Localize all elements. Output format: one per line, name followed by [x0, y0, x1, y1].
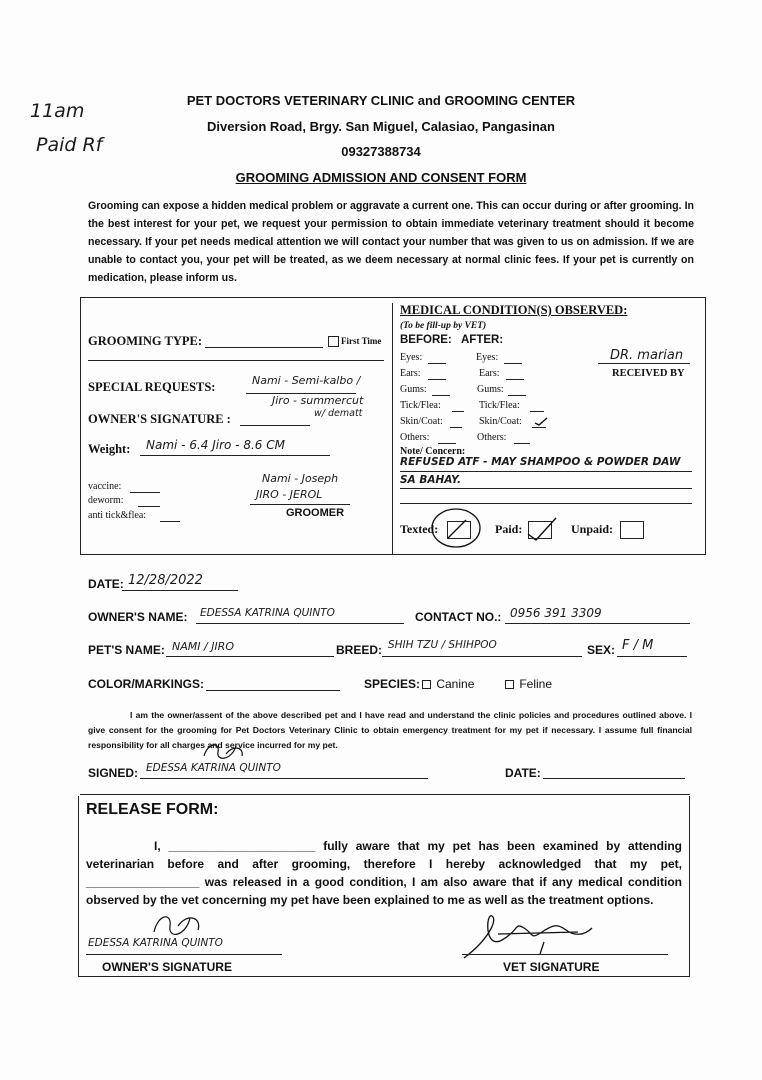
special-requests-value-1: Nami - Semi-kalbo / — [252, 374, 361, 387]
groomer-value-1: Nami - Joseph — [262, 472, 339, 485]
before-eyes-line — [428, 363, 446, 364]
clinic-phone: 09327388734 — [341, 144, 421, 159]
canine-label: Canine — [436, 677, 475, 691]
deworm-label: deworm: — [88, 495, 124, 506]
pet-name-line — [166, 656, 334, 657]
after-tickflea-line — [530, 411, 544, 412]
after-skincoat-label: Skin/Coat: — [479, 416, 522, 427]
groomer-label: GROOMER — [286, 507, 345, 519]
after-others-label: Others: — [477, 432, 507, 443]
note-line-2 — [400, 488, 692, 489]
clinic-name: PET DOCTORS VETERINARY CLINIC and GROOMING CENTER — [186, 93, 576, 108]
after-gums-line — [508, 395, 526, 396]
margin-note-paid: Paid Rf — [36, 134, 103, 156]
owner-signature-label: OWNER'S SIGNATURE : — [88, 412, 231, 426]
first-time-label: First Time — [341, 336, 382, 346]
margin-note-time: 11am — [30, 100, 85, 122]
feline-option[interactable] — [505, 677, 552, 691]
species-label: SPECIES: — [364, 677, 421, 691]
breed-line — [382, 656, 582, 657]
feline-label: Feline — [519, 677, 553, 691]
received-by-label: RECEIVED BY — [612, 368, 685, 379]
release-owner-sig-value: EDESSA KATRINA QUINTO — [88, 937, 223, 949]
before-tickflea-label: Tick/Flea: — [400, 400, 441, 411]
special-requests-value-2: Jiro - summercut — [272, 394, 364, 407]
note-line-3 — [400, 503, 692, 504]
before-gums-label: Gums: — [400, 384, 427, 395]
contact-value: 0956 391 3309 — [510, 606, 602, 620]
medical-title: MEDICAL CONDITION(S) OBSERVED: — [400, 303, 628, 317]
after-gums-label: Gums: — [477, 384, 504, 395]
unpaid-checkbox[interactable] — [620, 521, 644, 539]
weight-line — [140, 455, 330, 456]
signed-label: SIGNED: — [88, 766, 139, 780]
special-requests-value-3: w/ dematt — [314, 408, 363, 419]
after-ears-line — [506, 379, 524, 380]
received-by-value: DR. marian — [610, 348, 684, 363]
vet-signature-icon — [458, 910, 622, 966]
vet-sig-line — [462, 954, 668, 955]
special-requests-label: SPECIAL REQUESTS: — [88, 380, 216, 394]
unpaid-label: Unpaid: — [571, 522, 614, 536]
antitick-line — [160, 521, 180, 522]
antitick-label: anti tick&flea: — [88, 510, 147, 521]
grooming-type-line-2 — [88, 360, 384, 361]
breed-label: BREED: — [336, 643, 383, 657]
signed-line — [140, 778, 428, 779]
before-others-line — [438, 443, 456, 444]
skincoat-check-icon — [534, 416, 548, 426]
canine-checkbox[interactable] — [422, 680, 431, 689]
consent-divider — [80, 794, 690, 795]
weight-label: Weight: — [88, 442, 131, 456]
owner-name-label: OWNER'S NAME: — [88, 610, 188, 624]
received-by-line — [598, 363, 690, 364]
sex-value: F / M — [622, 638, 654, 653]
owner-name-value: EDESSA KATRINA QUINTO — [200, 607, 335, 619]
paid-check-icon — [524, 514, 560, 542]
contact-line — [505, 623, 690, 624]
after-others-line — [514, 443, 530, 444]
intro-paragraph: Grooming can expose a hidden medical problem or aggravate a current one. This can occur during or after grooming. In the best interest for your pet, we request your permission to obtain immediate veterinary treatment should it become necessary. If your pet needs medical attention we will contact your number that was given to us on admission. If we are unable to contact you, your pet will be treated, as we deem necessary at normal clinic fees. If your pet is currently on medication, please inform us. — [88, 200, 694, 284]
texted-circle-icon — [428, 506, 486, 550]
grooming-type-line — [205, 347, 323, 348]
contact-label: CONTACT NO.: — [415, 610, 502, 624]
first-time-checkbox[interactable] — [328, 336, 339, 347]
before-label: BEFORE: — [400, 334, 452, 346]
box-divider — [392, 303, 393, 554]
after-tickflea-label: Tick/Flea: — [479, 400, 520, 411]
after-eyes-line — [504, 363, 522, 364]
form-title-text: GROOMING ADMISSION AND CONSENT FORM — [235, 170, 527, 185]
weight-value: Nami - 6.4 Jiro - 8.6 CM — [146, 438, 285, 452]
vaccine-line — [130, 492, 160, 493]
note-value-1: REFUSED ATF - MAY SHAMPOO & POWDER DAW — [400, 456, 681, 468]
paid-label: Paid: — [495, 522, 523, 536]
release-paragraph: I, ______________________ fully aware that my pet has been examined by attending veterinarian before and after grooming, therefore I hereby acknowledged that my pet, _________________ was released in a good condition, I am also aware that if any medical condition observed by the vet concerning my pet have been explained to me as well as the treatment options. — [86, 839, 682, 907]
owner-signature-line — [240, 425, 310, 426]
after-skincoat-line — [532, 427, 546, 428]
sex-line — [617, 656, 687, 657]
before-skincoat-label: Skin/Coat: — [400, 416, 443, 427]
pet-name-label: PET'S NAME: — [88, 643, 165, 657]
canine-option[interactable] — [422, 677, 474, 691]
release-owner-sig-label: OWNER'S SIGNATURE — [102, 960, 232, 974]
first-time-option[interactable] — [328, 336, 381, 347]
breed-value: SHIH TZU / SHIHPOO — [388, 639, 497, 651]
sex-label: SEX: — [587, 643, 616, 657]
form-title — [0, 170, 762, 185]
before-skincoat-line — [450, 427, 462, 428]
before-others-label: Others: — [400, 432, 430, 443]
consent-date-line — [543, 778, 685, 779]
after-eyes-label: Eyes: — [476, 352, 499, 363]
color-line — [206, 690, 340, 691]
consent-date-label: DATE: — [505, 766, 541, 780]
before-tickflea-line — [452, 411, 464, 412]
deworm-line — [138, 506, 160, 507]
release-title: RELEASE FORM: — [86, 801, 219, 818]
owner-name-line — [196, 623, 404, 624]
vaccine-label: vaccine: — [88, 481, 122, 492]
feline-checkbox[interactable] — [505, 680, 514, 689]
groomer-value-2: JIRO - JEROL — [256, 488, 323, 501]
color-label: COLOR/MARKINGS: — [88, 677, 204, 691]
medical-subtitle: (To be fill-up by VET) — [400, 321, 487, 331]
vet-sig-label: VET SIGNATURE — [503, 960, 600, 974]
after-label: AFTER: — [461, 334, 504, 346]
date-value: 12/28/2022 — [128, 573, 203, 588]
clinic-address: Diversion Road, Brgy. San Miguel, Calasiao, Pangasinan — [207, 119, 555, 134]
before-ears-line — [428, 379, 446, 380]
before-ears-label: Ears: — [400, 368, 421, 379]
note-line-1 — [400, 471, 692, 472]
date-label: DATE: — [88, 577, 124, 591]
note-value-2: SA BAHAY. — [400, 474, 462, 486]
release-owner-sig-line — [86, 954, 282, 955]
consent-paragraph: I am the owner/assent of the above described pet and I have read and understand the clinic policies and procedures outlined above. I give consent for the grooming for Pet Doctors Veterinary Clinic to obtain emergency treatment for my pet if necessary. I assume full financial responsibility for all charges and service incurred for my pet. — [88, 710, 692, 750]
after-ears-label: Ears: — [479, 368, 500, 379]
before-gums-line — [432, 395, 450, 396]
consent-signature-icon — [198, 738, 250, 764]
grooming-type-label: GROOMING TYPE: — [88, 334, 203, 348]
signed-value: EDESSA KATRINA QUINTO — [146, 762, 281, 774]
pet-name-value: NAMI / JIRO — [172, 640, 234, 653]
groomer-line — [250, 504, 350, 505]
before-eyes-label: Eyes: — [400, 352, 423, 363]
date-line — [122, 590, 238, 591]
note-label: Note/ Concern: — [400, 446, 466, 457]
texted-label: Texted: — [400, 522, 439, 536]
